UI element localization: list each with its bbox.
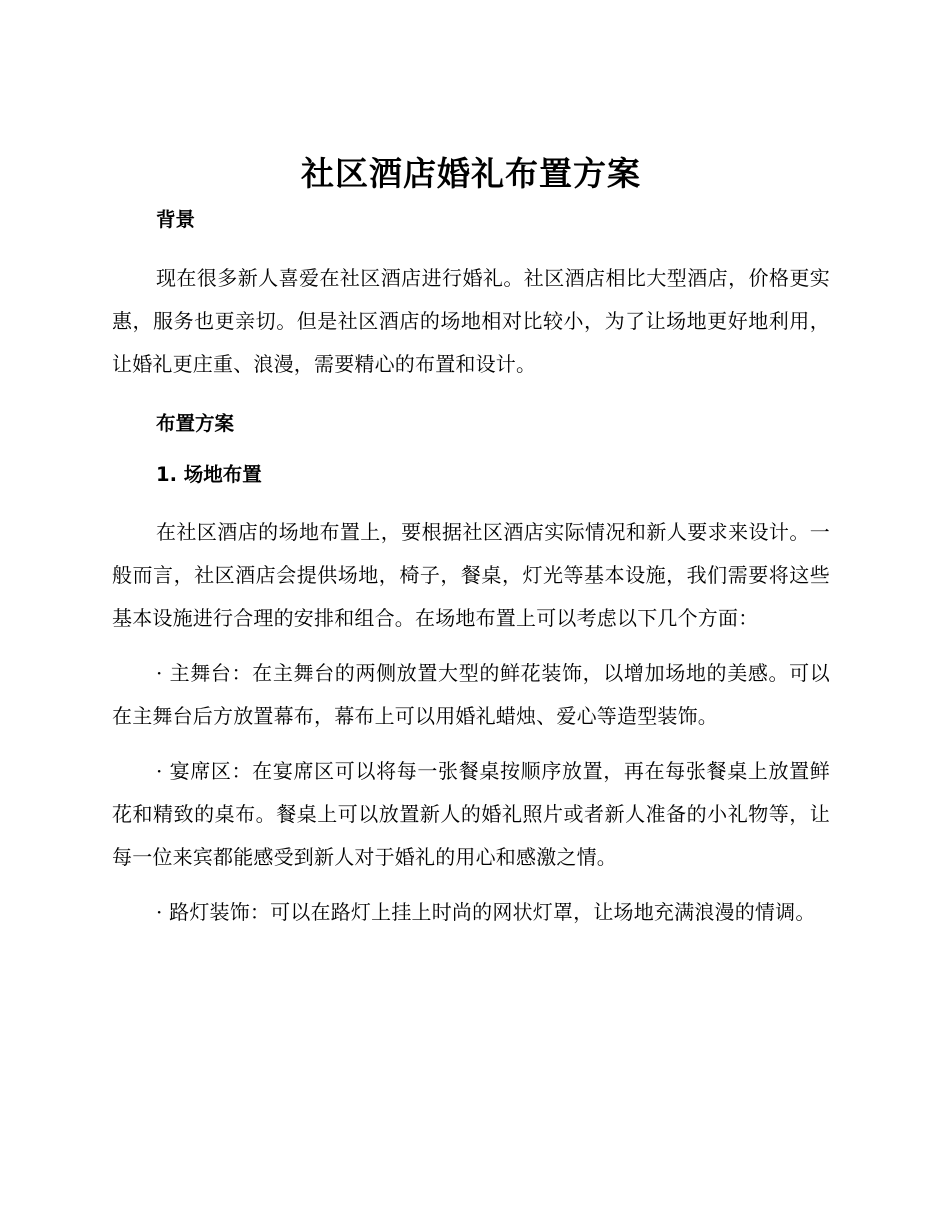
section-heading-layout-plan: 布置方案 xyxy=(156,412,235,435)
bullet-streetlight-decoration: · 路灯装饰：可以在路灯上挂上时尚的网状灯罩，让场地充满浪漫的情调。 xyxy=(156,900,816,924)
bullet-main-stage: · 主舞台：在主舞台的两侧放置大型的鲜花装饰，以增加场地的美感。可以在主舞台后方放置幕布，幕布上可以用婚礼蜡烛、爱心等造型装饰。 xyxy=(112,661,830,728)
subsection-heading-venue-layout: 1. 场地布置 xyxy=(156,463,262,486)
bullet-banquet-area: · 宴席区：在宴席区可以将每一张餐桌按顺序放置，再在每张餐桌上放置鲜花和精致的桌布。餐桌上可以放置新人的婚礼照片或者新人准备的小礼物等，让每一位来宾都能感受到新人对于婚礼的用心和感激之情。 xyxy=(112,759,830,869)
document-page xyxy=(112,148,830,934)
venue-layout-paragraph: 在社区酒店的场地布置上，要根据社区酒店实际情况和新人要求来设计。一般而言，社区酒店会提供场地，椅子，餐桌，灯光等基本设施，我们需要将这些基本设施进行合理的安排和组合。在场地布置上可以考虑以下几个方面： xyxy=(112,520,830,630)
background-paragraph: 现在很多新人喜爱在社区酒店进行婚礼。社区酒店相比大型酒店，价格更实惠，服务也更亲切。但是社区酒店的场地相对比较小，为了让场地更好地利用，让婚礼更庄重、浪漫，需要精心的布置和设计。 xyxy=(112,266,830,376)
document-title: 社区酒店婚礼布置方案 xyxy=(301,154,641,193)
section-heading-background: 背景 xyxy=(156,208,196,231)
